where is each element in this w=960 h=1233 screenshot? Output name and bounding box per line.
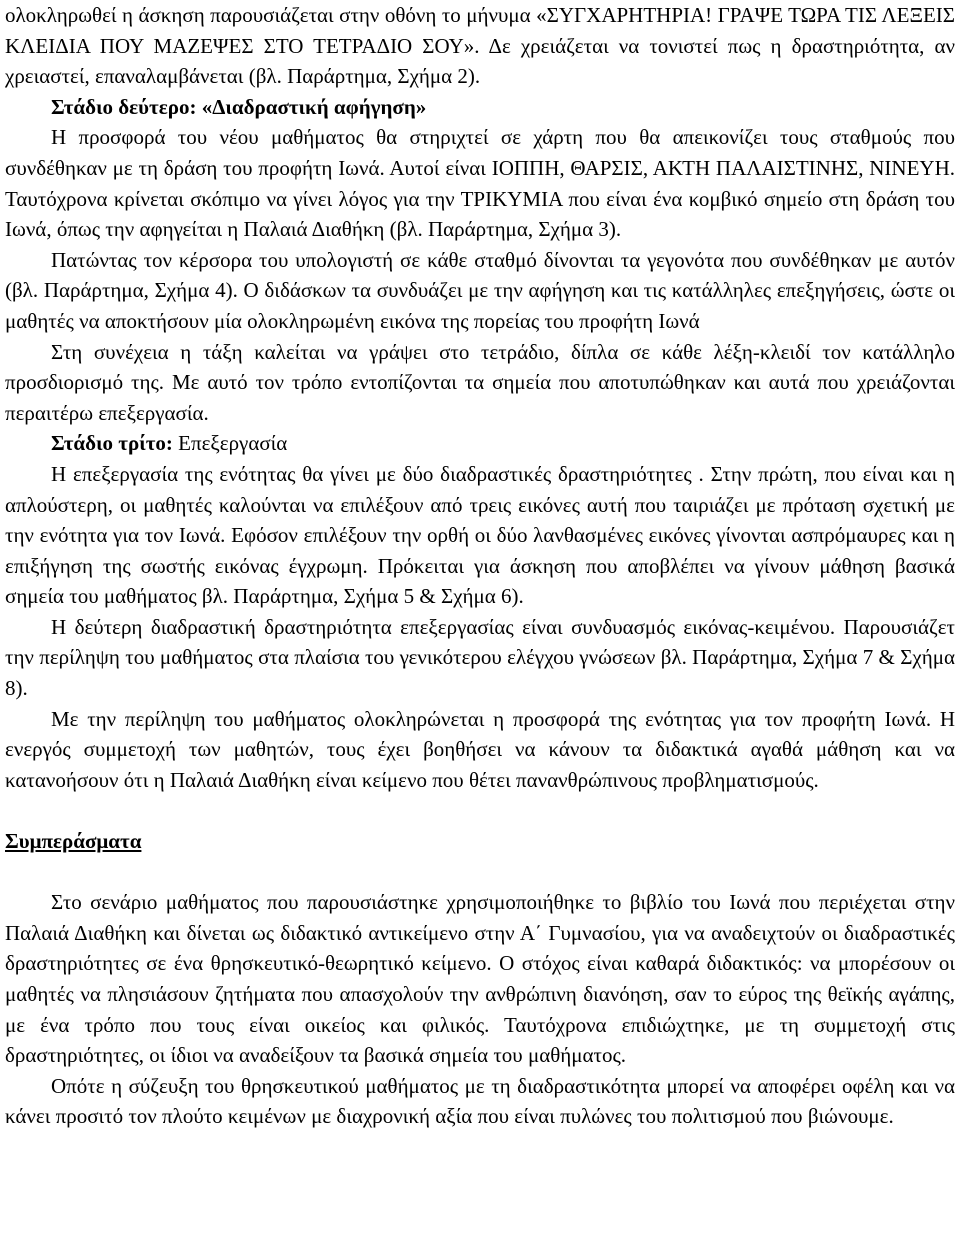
spacer [5, 795, 955, 826]
spacer [5, 857, 955, 888]
stage-three-label: Στάδιο τρίτο: [51, 431, 173, 456]
document-page [5, 0, 955, 1132]
paragraph-conclusions-main: Στο σενάριο μαθήματος που παρουσιάστηκε χρησιμοποιήθηκε το βιβλίο του Ιωνά που περιέχεται στην Παλαιά Διαθήκη και δίνεται ως διδακτικό αντικείμενο στην Α΄ Γυμνασίου, για να αναδειχτούν οι διαδραστικές δραστηριότητες σε ένα θρησκευτικό-θεωρητικό κείμενο. Ο στόχος είναι καθαρά διδακτικός: να μπορέσουν οι μαθητές να πλησιάσουν ζητήματα που απασχολούν την ανθρώπινη διανόηση, σαν το εύρος της θεϊκής αγάπης, με ένα τρόπο που τους είναι οικείος και φιλικός. Ταυτόχρονα επιδιώχτηκε, με τη συμμετοχή στις δραστηριότητες, οι ίδιοι να αναδείξουν τα βασικά σημεία του μαθήματος. [5, 890, 955, 1068]
stage-three-title: Επεξεργασία [172, 431, 288, 456]
paragraph-first-activity: Η επεξεργασία της ενότητας θα γίνει με δύο διαδραστικές δραστηριότητες . Στην πρώτη, που είναι και η απλούστερη, οι μαθητές καλούνται να επιλέξουν από τρεις εικόνες αυτή που ταιριάζει με πρόταση σχετική με την ενότητα για τον Ιωνά. Εφόσον επιλέξουν την ορθή οι δύο λανθασμένες εικόνες γίνονται ασπρόμαυρες και η επιξήγηση της σωστής εικόνας έγχρωμη. Πρόκειται για άσκηση που αποβλέπει να γίνουν μάθηση βασικά σημεία του μαθήματος βλ. Παράρτημα, Σχήμα 5 & Σχήμα 6). [5, 461, 955, 609]
paragraph-notebook-task: Στη συνέχεια η τάξη καλείται να γράψει στο τετράδιο, δίπλα σε κάθε λέξη-κλειδί τον κατάλληλο προσδιορισμό της. Με αυτό τον τρόπο εντοπίζονται τα σημεία που αποτυπώθηκαν και αυτά που χρειάζονται περαιτέρω επεξεργασία. [5, 339, 955, 425]
stage-three-heading [5, 428, 955, 459]
paragraph-map-stations: Η προσφορά του νέου μαθήματος θα στηριχτεί σε χάρτη που θα απεικονίζει τους σταθμούς που συνδέθηκαν με τη δράση του προφήτη Ιωνά. Αυτοί είναι ΙΟΠΠΗ, ΘΑΡΣΙΣ, ΑΚΤΗ ΠΑΛΑΙΣΤΙΝΗΣ, ΝΙΝΕΥΗ. Ταυτόχρονα κρίνεται σκόπιμο να γίνει λόγος για την ΤΡΙΚΥΜΙΑ που είναι ένα κομβικό σημείο στη δράση του Ιωνά, όπως την αφηγείται η Παλαιά Διαθήκη (βλ. Παράρτημα, Σχήμα 3). [5, 125, 955, 242]
paragraph-conclusions-final: Οπότε η σύζευξη του θρησκευτικού μαθήματος με τη διαδραστικότητα μπορεί να αποφέρει οφέλη και να κάνει προσιτό τον πλούτο κειμένων με διαχρονική αξία που είναι πυλώνες του πολιτισμού που βιώνουμε. [5, 1073, 955, 1129]
paragraph-exercise-end: ολοκληρωθεί η άσκηση παρουσιάζεται στην οθόνη το μήνυμα «ΣΥΓΧΑΡΗΤΗΡΙΑ! ΓΡΑΨΕ ΤΩΡΑ ΤΙΣ ΛΕΞΕΙΣ ΚΛΕΙΔΙΑ ΠΟΥ ΜΑΖΕΨΕΣ ΣΤΟ ΤΕΤΡΑΔΙΟ ΣΟΥ». Δε χρειάζεται να τονιστεί πως η δραστηριότητα, αν χρειαστεί, επαναλαμβάνεται (βλ. Παράρτημα, Σχήμα 2). [5, 3, 955, 89]
paragraph-cursor-events: Πατώντας τον κέρσορα του υπολογιστή σε κάθε σταθμό δίνονται τα γεγονότα που συνδέθηκαν με αυτόν (βλ. Παράρτημα, Σχήμα 4). Ο διδάσκων τα συνδυάζει με την αφήγηση και τις κατάλληλες επεξηγήσεις, ώστε οι μαθητές να αποκτήσουν μία ολοκληρωμένη εικόνα της πορείας του προφήτη Ιωνά [5, 247, 955, 333]
conclusions-heading: Συμπεράσματα [5, 829, 142, 854]
paragraph-summary: Με την περίληψη του μαθήματος ολοκληρώνεται η προσφορά της ενότητας για τον προφήτη Ιωνά. Η ενεργός συμμετοχή των μαθητών, τους έχει βοηθήσει να κάνουν τα διδακτικά αγαθά μάθηση και να κατανοήσουν ότι η Παλαιά Διαθήκη είναι κείμενο που θέτει πανανθρώπινους προβληματισμούς. [5, 706, 955, 792]
stage-two-heading [5, 92, 955, 123]
stage-two-label: Στάδιο δεύτερο: «Διαδραστική αφήγηση» [51, 94, 427, 119]
paragraph-second-activity: Η δεύτερη διαδραστική δραστηριότητα επεξεργασίας είναι συνδυασμός εικόνας-κειμένου. Παρουσιάζετ την περίληψη του μαθήματος στα πλαίσια του γενικότερου ελέγχου γνώσεων βλ. Παράρτημα, Σχήμα 7 & Σχήμα 8). [5, 614, 955, 701]
